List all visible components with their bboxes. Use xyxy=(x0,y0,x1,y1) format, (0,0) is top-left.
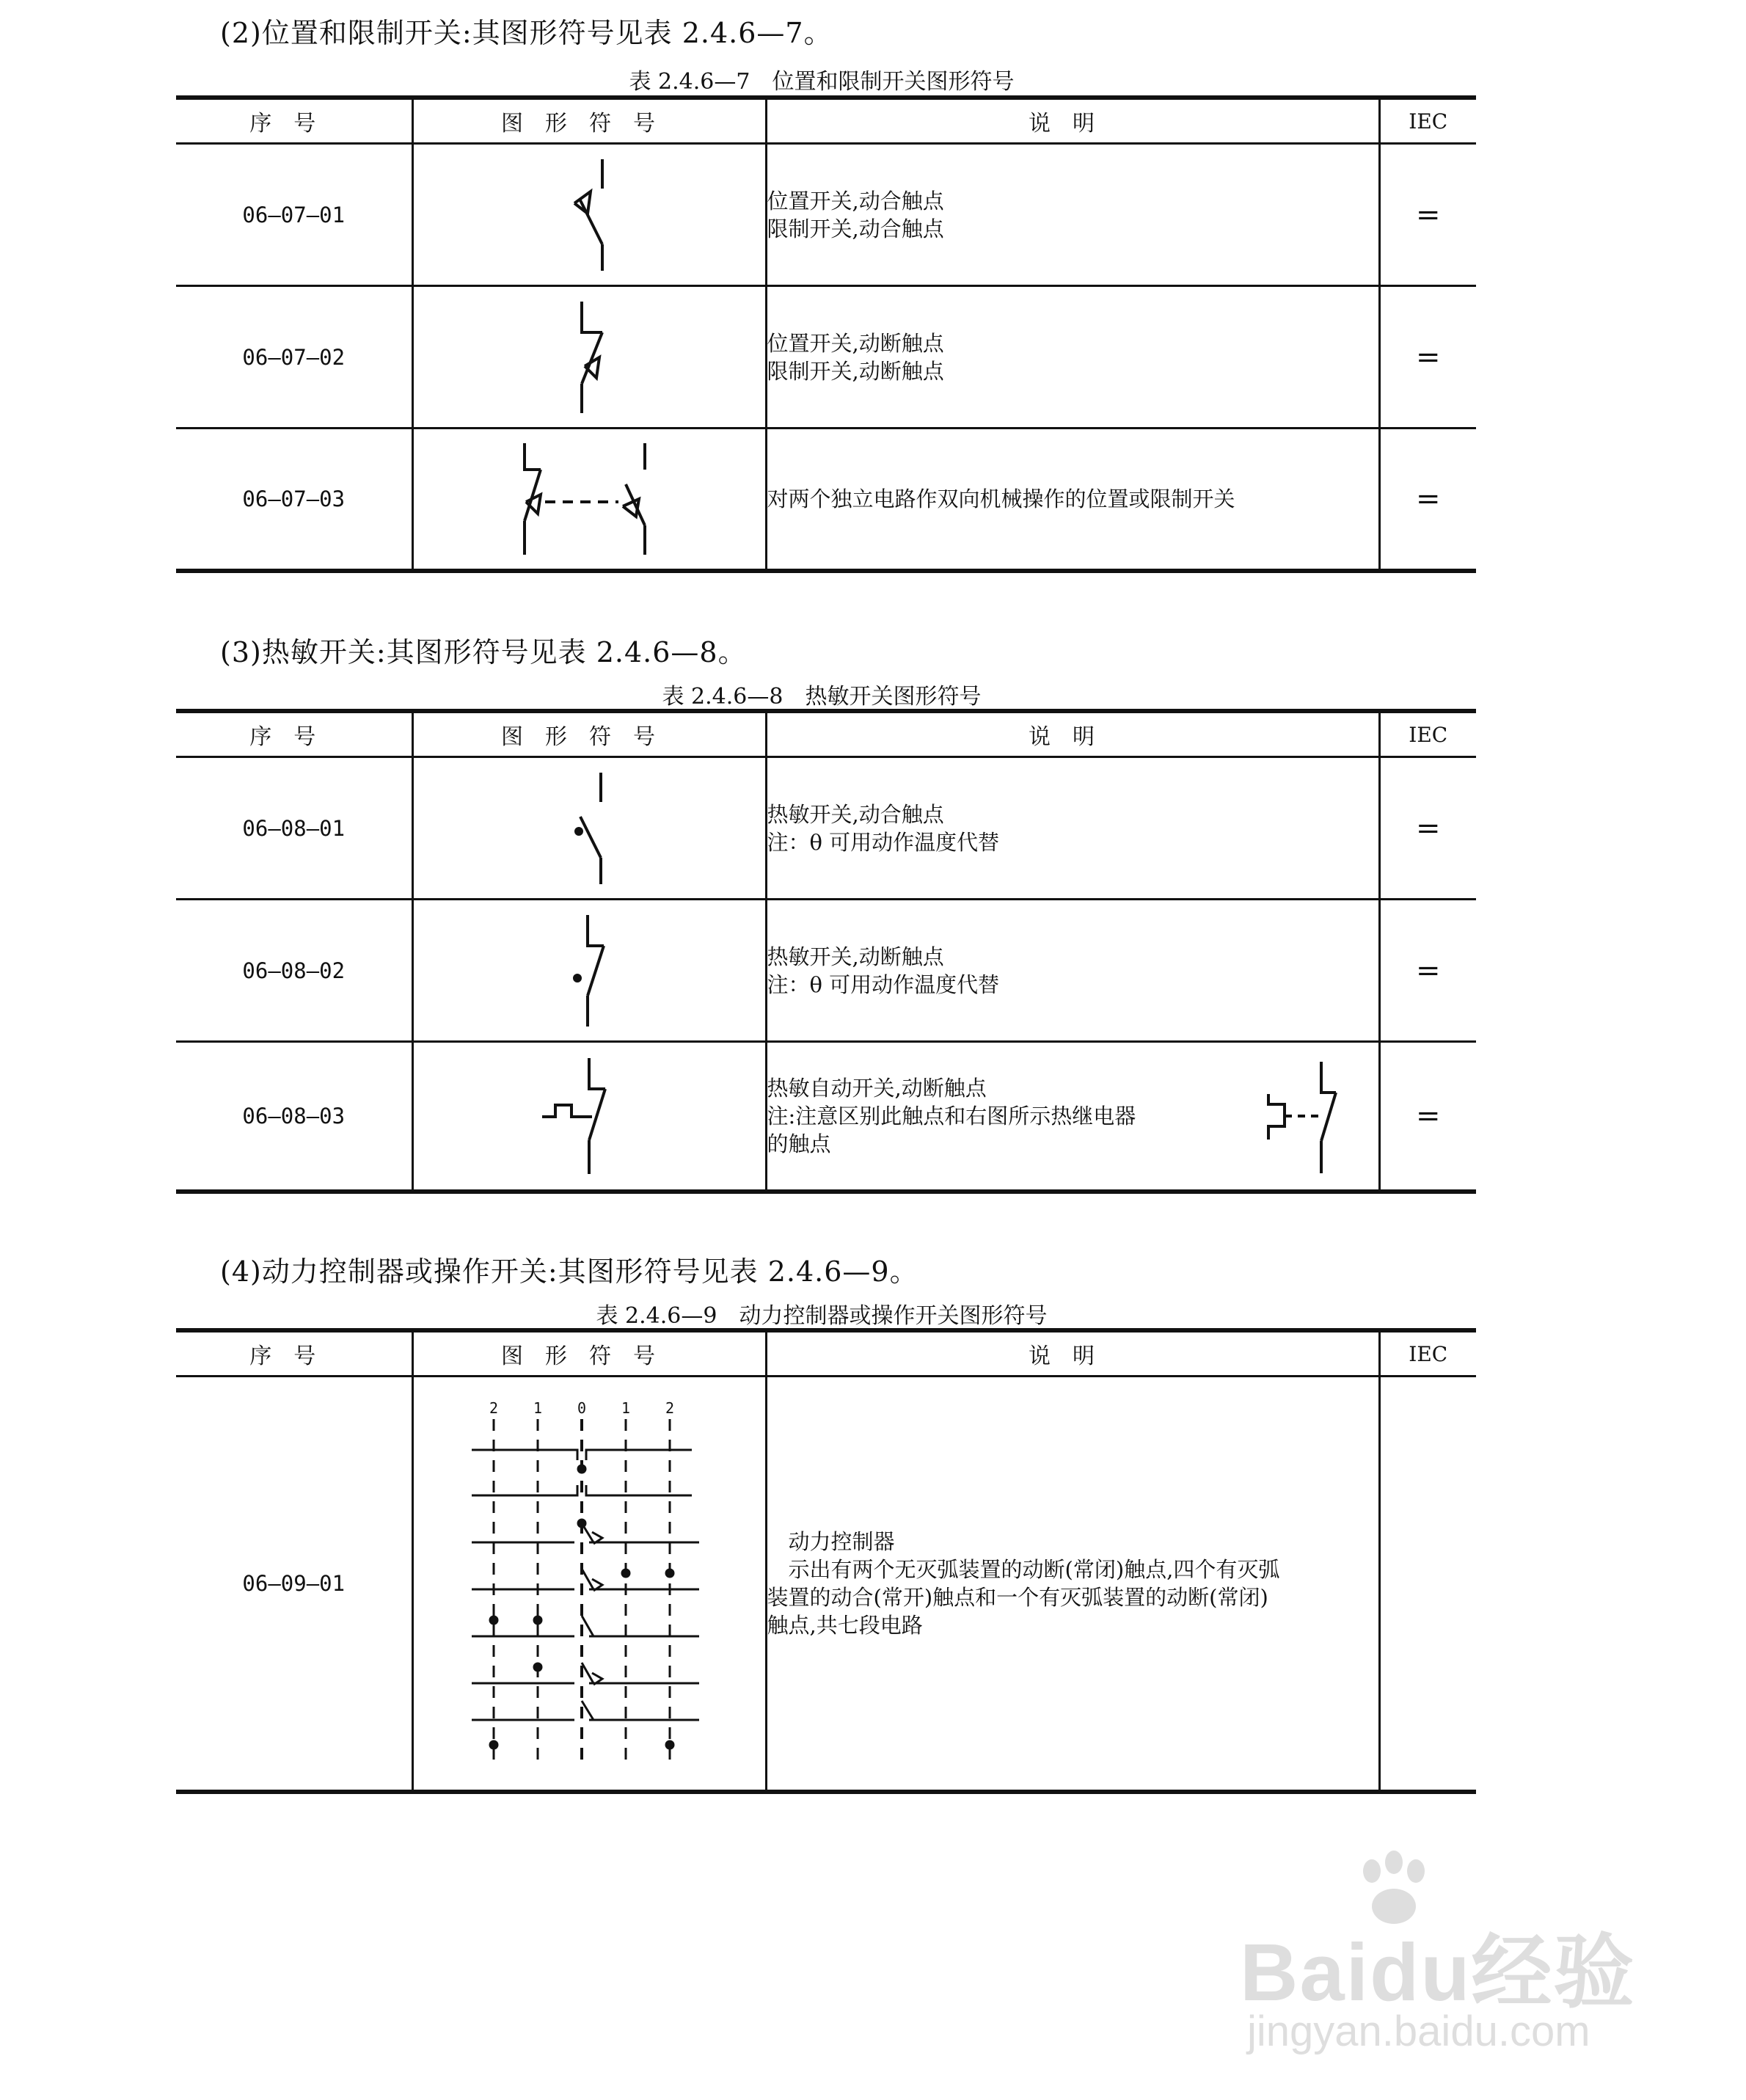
table-row xyxy=(176,286,1476,429)
symbol-cell xyxy=(412,1042,766,1192)
table-row xyxy=(176,429,1476,571)
thermal-relay-contact-reference-symbol xyxy=(1263,1059,1343,1176)
symbol-cell xyxy=(412,286,766,429)
dual-position-switch-symbol xyxy=(516,440,662,558)
position-label: 1 xyxy=(621,1399,631,1417)
circuit-row xyxy=(472,1701,699,1749)
table-header-row xyxy=(176,1330,1476,1377)
watermark-brand: Baidu经验 xyxy=(1240,1928,1636,2018)
table-row xyxy=(176,900,1476,1042)
symbol-cell xyxy=(412,144,766,286)
row-number: 06—08—03 xyxy=(176,1042,412,1192)
description-cell: 位置开关,动合触点 限制开关,动合触点 xyxy=(766,144,1379,286)
iec-equal-mark: = xyxy=(1379,900,1476,1042)
position-label: 2 xyxy=(489,1399,499,1417)
symbol-table-power-controller xyxy=(176,1328,1476,1794)
iec-equal-mark: = xyxy=(1379,144,1476,286)
section-heading: (2)位置和限制开关:其图形符号见表 2.4.6—7。 xyxy=(220,17,833,49)
header-iec: IEC xyxy=(1379,98,1476,144)
table-row xyxy=(176,1377,1476,1792)
circuit-row xyxy=(472,1616,699,1636)
header-num: 序号 xyxy=(176,1330,412,1377)
header-symbol: 图形符号 xyxy=(412,98,766,144)
symbol-table-position-switch xyxy=(176,95,1476,573)
header-iec: IEC xyxy=(1379,1330,1476,1377)
description-cell: 热敏开关,动断触点 注：θ 可用动作温度代替 xyxy=(766,900,1379,1042)
description-cell: 热敏自动开关,动断触点 注:注意区别此触点和右图所示热继电器 的触点 xyxy=(766,1042,1379,1192)
table-caption: 表 2.4.6—7 位置和限制开关图形符号 xyxy=(629,69,1015,95)
header-desc: 说明 xyxy=(766,98,1379,144)
section-heading: (3)热敏开关:其图形符号见表 2.4.6—8。 xyxy=(220,636,747,668)
header-symbol: 图形符号 xyxy=(412,711,766,757)
circuit-row xyxy=(472,1569,699,1591)
symbol-cell xyxy=(412,1377,766,1792)
thermal-auto-switch-symbol xyxy=(538,1054,640,1178)
thermal-switch-make-contact-symbol xyxy=(545,770,633,887)
circuit-row xyxy=(472,1520,699,1544)
header-num: 序号 xyxy=(176,711,412,757)
row-number: 06—08—01 xyxy=(176,757,412,900)
symbol-cell xyxy=(412,429,766,571)
row-number: 06—09—01 xyxy=(176,1377,412,1792)
description-cell: 热敏开关,动合触点 注：θ 可用动作温度代替 xyxy=(766,757,1379,900)
position-switch-break-contact-symbol xyxy=(545,299,633,416)
watermark-url: jingyan.baidu.com xyxy=(1247,2008,1590,2055)
row-number: 06—08—02 xyxy=(176,900,412,1042)
row-number: 06—07—03 xyxy=(176,429,412,571)
symbol-cell xyxy=(412,900,766,1042)
baidu-watermark xyxy=(1240,1849,1651,2069)
description-cell: 对两个独立电路作双向机械操作的位置或限制开关 xyxy=(766,429,1379,571)
row-number: 06—07—02 xyxy=(176,286,412,429)
iec-equal-mark: = xyxy=(1379,286,1476,429)
iec-equal-mark: = xyxy=(1379,757,1476,900)
section-heading: (4)动力控制器或操作开关:其图形符号见表 2.4.6—9。 xyxy=(220,1255,918,1288)
header-iec: IEC xyxy=(1379,711,1476,757)
position-switch-make-contact-symbol xyxy=(545,156,633,274)
iec-equal-mark: = xyxy=(1379,429,1476,571)
description-cell: 动力控制器 示出有两个无灭弧装置的动断(常闭)触点,四个有灭弧 装置的动合(常开)触点和一个有灭弧装置的动断(常闭) 触点,共七段电路 xyxy=(766,1377,1379,1792)
table-header-row xyxy=(176,98,1476,144)
symbol-cell xyxy=(412,757,766,900)
table-caption: 表 2.4.6—8 热敏开关图形符号 xyxy=(662,684,982,710)
table-row xyxy=(176,1042,1476,1192)
thermal-switch-break-contact-symbol xyxy=(545,912,633,1029)
row-number: 06—07—01 xyxy=(176,144,412,286)
header-desc: 说明 xyxy=(766,711,1379,757)
table-row xyxy=(176,757,1476,900)
iec-empty-cell xyxy=(1379,1377,1476,1792)
iec-equal-mark: = xyxy=(1379,1042,1476,1192)
symbol-table-thermal-switch xyxy=(176,709,1476,1194)
table-header-row xyxy=(176,711,1476,757)
circuit-row xyxy=(472,1663,699,1685)
position-label: 2 xyxy=(665,1399,675,1417)
position-label: 0 xyxy=(577,1399,587,1417)
header-desc: 说明 xyxy=(766,1330,1379,1377)
header-num: 序号 xyxy=(176,98,412,144)
table-caption: 表 2.4.6—9 动力控制器或操作开关图形符号 xyxy=(596,1303,1048,1329)
description-cell: 位置开关,动断触点 限制开关,动断触点 xyxy=(766,286,1379,429)
table-row xyxy=(176,144,1476,286)
power-controller-symbol xyxy=(464,1393,714,1774)
position-label: 1 xyxy=(533,1399,543,1417)
header-symbol: 图形符号 xyxy=(412,1330,766,1377)
